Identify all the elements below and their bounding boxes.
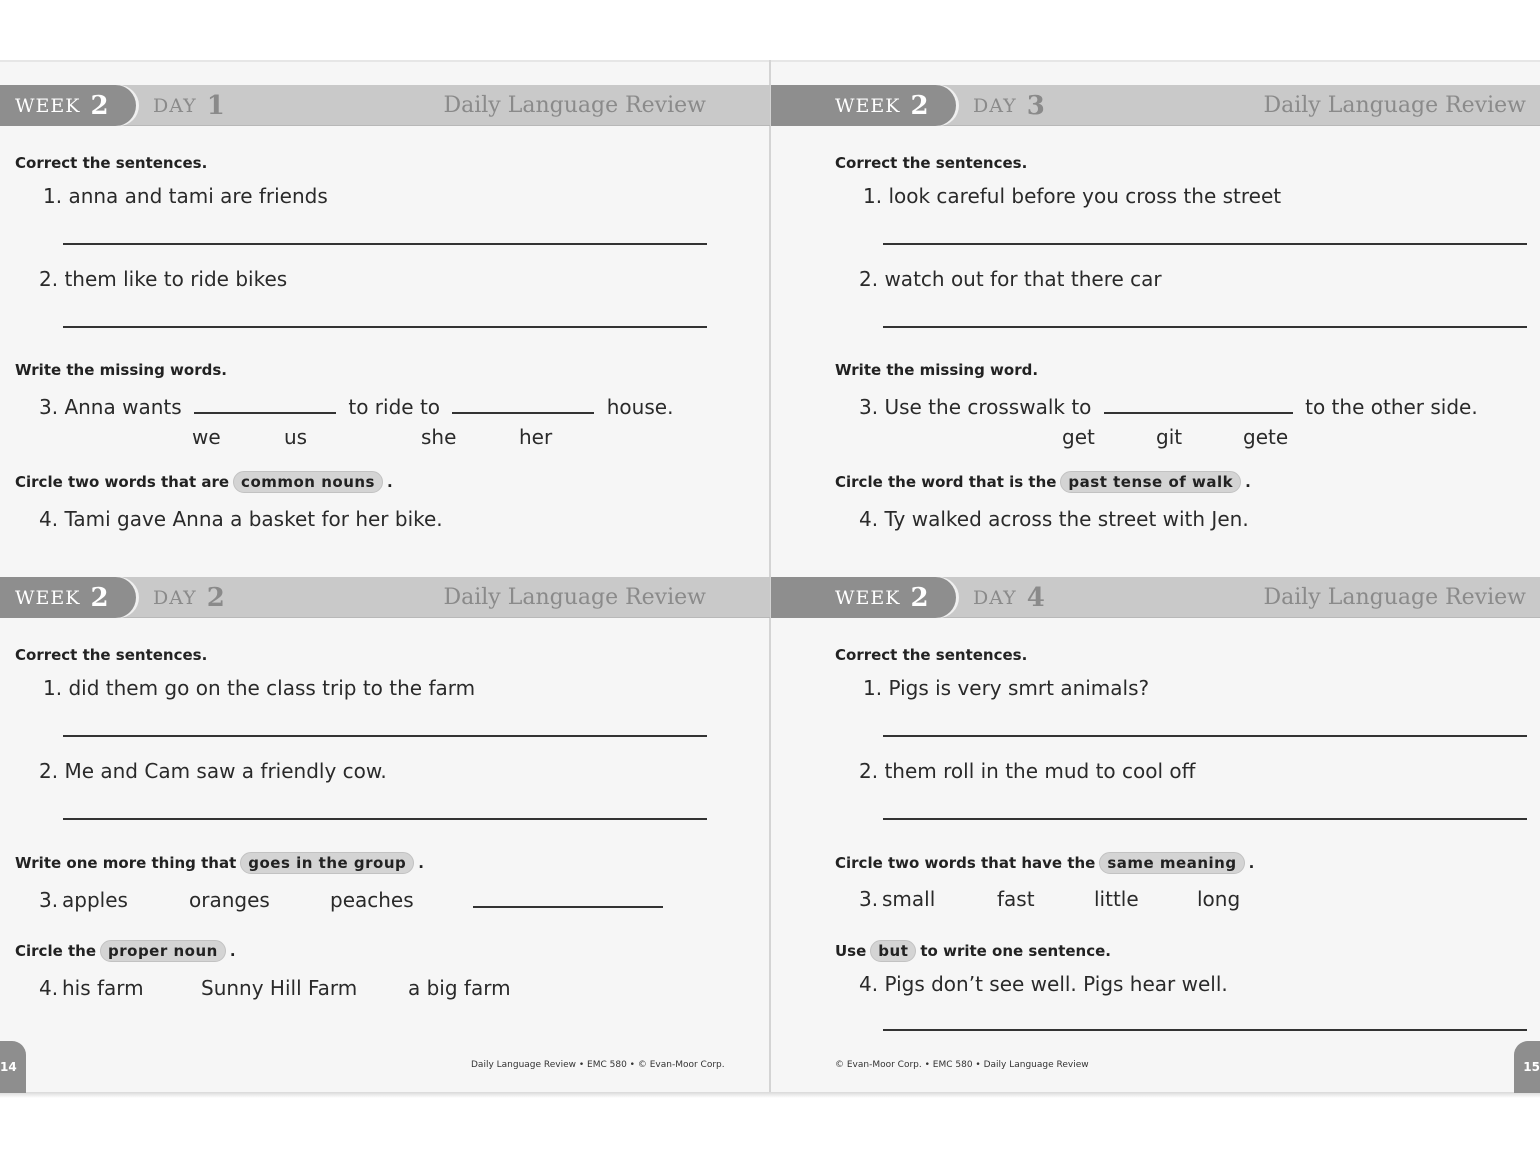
instruction-text: Circle two words that are [15,473,230,491]
question-text: anna and tami are friends [68,184,328,208]
skill-pill: common nouns [233,471,383,493]
question-text: Me and Cam saw a friendly cow. [64,759,387,783]
question-text: them roll in the mud to cool off [884,759,1196,783]
week-number: 2 [90,90,109,121]
instruction-end: to write one sentence. [920,942,1111,960]
question-number: 4. [859,507,879,531]
answer-line[interactable] [63,326,707,328]
answer-line[interactable] [883,735,1527,737]
skill-pill: proper noun [100,940,226,962]
instruction-end: . [1248,854,1255,872]
footer-left: Daily Language Review • EMC 580 • © Evan-Moor Corp. [471,1060,725,1070]
day-label [153,85,225,126]
question-2 [39,759,387,783]
instruction-missing-word: Write the missing word. [835,361,1039,379]
question-2 [859,759,1195,783]
week-number: 2 [910,582,929,613]
instruction-text: Circle the word that is the [835,473,1057,491]
instruction-meaning [835,852,1254,874]
page-number-right: 15 [1514,1041,1540,1093]
instruction-text: Circle two words that have the [835,854,1096,872]
instruction-correct: Correct the sentences. [835,154,1028,172]
instruction-missing-words: Write the missing words. [15,361,227,379]
question-number: 4. [39,507,59,531]
question-number: 4. [859,972,879,996]
day-number: 3 [1026,90,1045,121]
instruction-end: . [418,854,424,872]
question-1 [863,676,1149,700]
word-choice[interactable]: fast [997,887,1035,911]
word-choice[interactable]: his farm [62,976,144,1000]
skill-pill: past tense of walk [1060,471,1241,493]
skill-pill: goes in the group [240,852,414,874]
word-choice[interactable]: a big farm [408,976,511,1000]
question-4 [859,507,1249,531]
question-text: Pigs is very smrt animals? [888,676,1150,700]
instruction-correct: Correct the sentences. [835,646,1028,664]
footer-right: © Evan-Moor Corp. • EMC 580 • Daily Language Review [835,1060,1089,1070]
week-label: WEEK [835,94,901,117]
answer-line[interactable] [883,818,1527,820]
question-number: 3. [39,395,59,419]
week-tab [771,577,956,618]
question-text-b: to ride to [348,395,441,419]
group-word: apples [62,888,128,912]
day-number: 4 [1026,582,1045,613]
instruction-end: . [229,942,236,960]
day-label [973,577,1045,618]
question-number: 2. [39,759,59,783]
word-choice[interactable]: we [192,425,221,449]
day-number: 1 [206,90,225,121]
question-number: 1. [43,676,63,700]
question-number: 2. [859,267,879,291]
week-tab [771,85,956,126]
week-tab [0,577,136,618]
question-1 [43,184,328,208]
question-text[interactable]: Ty walked across the street with Jen. [884,507,1249,531]
question-3-number: 3. [859,887,879,911]
answer-line[interactable] [883,1029,1527,1031]
day-label-text: DAY [973,586,1017,609]
day-label-text: DAY [153,94,197,117]
day-number: 2 [206,582,225,613]
answer-line[interactable] [63,735,707,737]
word-choice[interactable]: git [1156,425,1183,449]
section-title: Daily Language Review [1263,585,1526,610]
question-text[interactable]: Tami gave Anna a basket for her bike. [64,507,443,531]
word-choice[interactable]: small [882,887,936,911]
fill-blank[interactable] [452,412,594,414]
word-choice[interactable]: little [1094,887,1139,911]
instruction-circle [15,471,393,493]
question-number: 2. [859,759,879,783]
instruction-text: Circle the [15,942,96,960]
question-4 [859,972,1228,996]
question-3-number: 3. [39,888,59,912]
day-label [973,85,1045,126]
word-choice[interactable]: she [421,425,457,449]
question-text-c: house. [606,395,674,419]
word-choice[interactable]: us [284,425,308,449]
word-choice[interactable]: her [519,425,553,449]
day-1-section [0,85,770,577]
question-1 [43,676,475,700]
question-text: did them go on the class trip to the farm [68,676,476,700]
question-2 [39,267,287,291]
question-text: Pigs don’t see well. Pigs hear well. [884,972,1228,996]
question-4 [39,507,443,531]
fill-blank[interactable] [1104,412,1293,414]
question-text-a: Anna wants [64,395,182,419]
instruction-circle [835,471,1251,493]
answer-line[interactable] [63,818,707,820]
question-text: them like to ride bikes [64,267,288,291]
word-choice[interactable]: gete [1243,425,1289,449]
day-2-section [0,577,770,1069]
day-label [153,577,225,618]
answer-line[interactable] [473,906,663,908]
question-1 [863,184,1281,208]
question-number: 3. [859,395,879,419]
instruction-but [835,940,1111,962]
day-label-text: DAY [153,586,197,609]
week-tab [0,85,136,126]
question-4-number: 4. [39,976,59,1000]
week-label: WEEK [835,586,901,609]
instruction-group [15,852,424,874]
question-3 [39,395,673,419]
fill-blank[interactable] [194,412,336,414]
question-number: 2. [39,267,59,291]
day-label-text: DAY [973,94,1017,117]
page-shadow [0,1092,1540,1098]
question-2 [859,267,1162,291]
section-title: Daily Language Review [1263,93,1526,118]
instruction-text: Use [835,942,867,960]
section-title: Daily Language Review [443,585,706,610]
group-word: peaches [330,888,414,912]
week-label: WEEK [15,94,81,117]
question-number: 1. [43,184,63,208]
question-number: 1. [863,676,883,700]
question-3 [859,395,1478,419]
skill-pill: but [870,940,916,962]
answer-line[interactable] [883,326,1527,328]
question-text-a: Use the crosswalk to [884,395,1092,419]
week-label: WEEK [15,586,81,609]
word-choice[interactable]: get [1062,425,1095,449]
word-choice[interactable]: Sunny Hill Farm [201,976,358,1000]
day-4-section [771,577,1540,1069]
instruction-circle [15,940,236,962]
skill-pill: same meaning [1099,852,1244,874]
section-title: Daily Language Review [443,93,706,118]
instruction-correct: Correct the sentences. [15,646,208,664]
group-word: oranges [189,888,270,912]
instruction-end: . [1245,473,1251,491]
week-number: 2 [910,90,929,121]
day-3-section [771,85,1540,577]
question-text: look careful before you cross the street [888,184,1282,208]
answer-line[interactable] [63,243,707,245]
question-number: 1. [863,184,883,208]
question-text-b: to the other side. [1305,395,1478,419]
instruction-correct: Correct the sentences. [15,154,208,172]
question-text: watch out for that there car [884,267,1162,291]
page-number-left: 14 [0,1041,26,1093]
word-choice[interactable]: long [1197,887,1241,911]
instruction-text: Write one more thing that [15,854,237,872]
answer-line[interactable] [883,243,1527,245]
instruction-end: . [386,473,393,491]
week-number: 2 [90,582,109,613]
